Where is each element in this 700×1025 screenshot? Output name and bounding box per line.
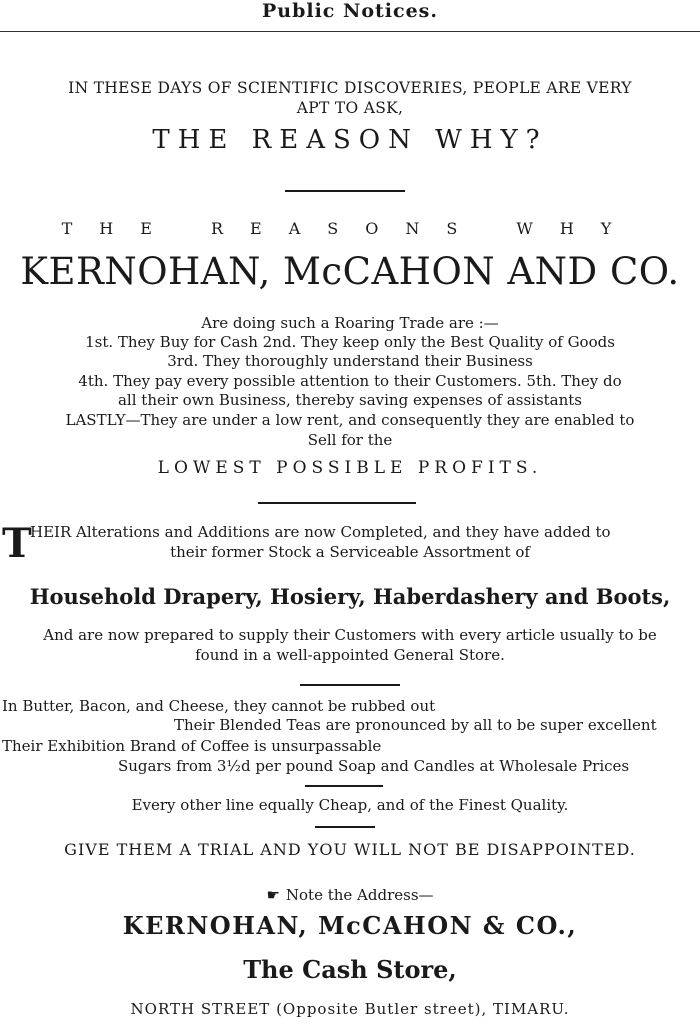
section-header: Public Notices. bbox=[261, 0, 438, 22]
prepared-line-1: And are now prepared to supply their Customers with every article usually to be bbox=[43, 626, 657, 644]
note-address-text: Note the Address— bbox=[285, 886, 434, 904]
body-line-4: 4th. They pay every possible attention to their Customers. 5th. They do bbox=[78, 372, 622, 390]
firm-name-2: KERNOHAN, McCAHON & CO., bbox=[122, 911, 578, 940]
divider-5 bbox=[315, 826, 375, 828]
firm-name: KERNOHAN, McCAHON AND CO. bbox=[20, 250, 680, 293]
alterations-line-2: their former Stock a Serviceable Assortment of bbox=[170, 543, 530, 561]
body-line-2: 1st. They Buy for Cash 2nd. They keep only the Best Quality of Goods bbox=[85, 333, 615, 351]
intro-line-1: IN THESE DAYS OF SCIENTIFIC DISCOVERIES, PEOPLE ARE VERY bbox=[68, 79, 632, 97]
divider-2 bbox=[258, 502, 416, 504]
prepared-line-2: found in a well-appointed General Store. bbox=[195, 646, 505, 664]
grocery-line-2: Their Blended Teas are pronounced by all to be super excellent bbox=[174, 716, 657, 734]
body-line-7: Sell for the bbox=[307, 431, 393, 449]
body-line-3: 3rd. They thoroughly understand their Business bbox=[167, 352, 533, 370]
grocery-line-1: In Butter, Bacon, and Cheese, they cannot be rubbed out bbox=[2, 697, 436, 715]
cash-store: The Cash Store, bbox=[243, 955, 457, 984]
divider-3 bbox=[300, 684, 400, 686]
address-line: NORTH STREET (Opposite Butler street), TIMARU. bbox=[130, 1000, 570, 1018]
body-line-5: all their own Business, thereby saving expenses of assistants bbox=[117, 391, 582, 409]
body-line-1: Are doing such a Roaring Trade are :— bbox=[201, 314, 499, 332]
header-rule bbox=[0, 31, 700, 32]
drop-cap: T bbox=[2, 520, 32, 567]
lowest-profits: LOWEST POSSIBLE PROFITS. bbox=[157, 458, 543, 478]
grocery-line-3: Their Exhibition Brand of Coffee is unsurpassable bbox=[2, 737, 382, 755]
pointing-hand-icon: ☛ bbox=[266, 886, 280, 904]
reason-title: THE REASON WHY? bbox=[152, 125, 548, 155]
divider-4 bbox=[305, 785, 383, 787]
reasons-heading: THE REASONS WHY bbox=[61, 219, 639, 238]
grocery-line-4: Sugars from 3½d per pound Soap and Candles at Wholesale Prices bbox=[118, 757, 630, 775]
divider-1 bbox=[285, 190, 405, 192]
body-line-6: LASTLY—They are under a low rent, and consequently they are enabled to bbox=[65, 411, 635, 429]
alterations-line-1: HEIR Alterations and Additions are now Completed, and they have added to bbox=[30, 523, 611, 541]
note-address-line bbox=[0, 886, 700, 904]
household-line: Household Drapery, Hosiery, Haberdashery and Boots, bbox=[29, 584, 671, 609]
intro-line-2: APT TO ASK, bbox=[296, 99, 404, 117]
every-other-line: Every other line equally Cheap, and of the Finest Quality. bbox=[131, 796, 569, 814]
give-trial-line: GIVE THEM A TRIAL AND YOU WILL NOT BE DISAPPOINTED. bbox=[64, 840, 636, 859]
